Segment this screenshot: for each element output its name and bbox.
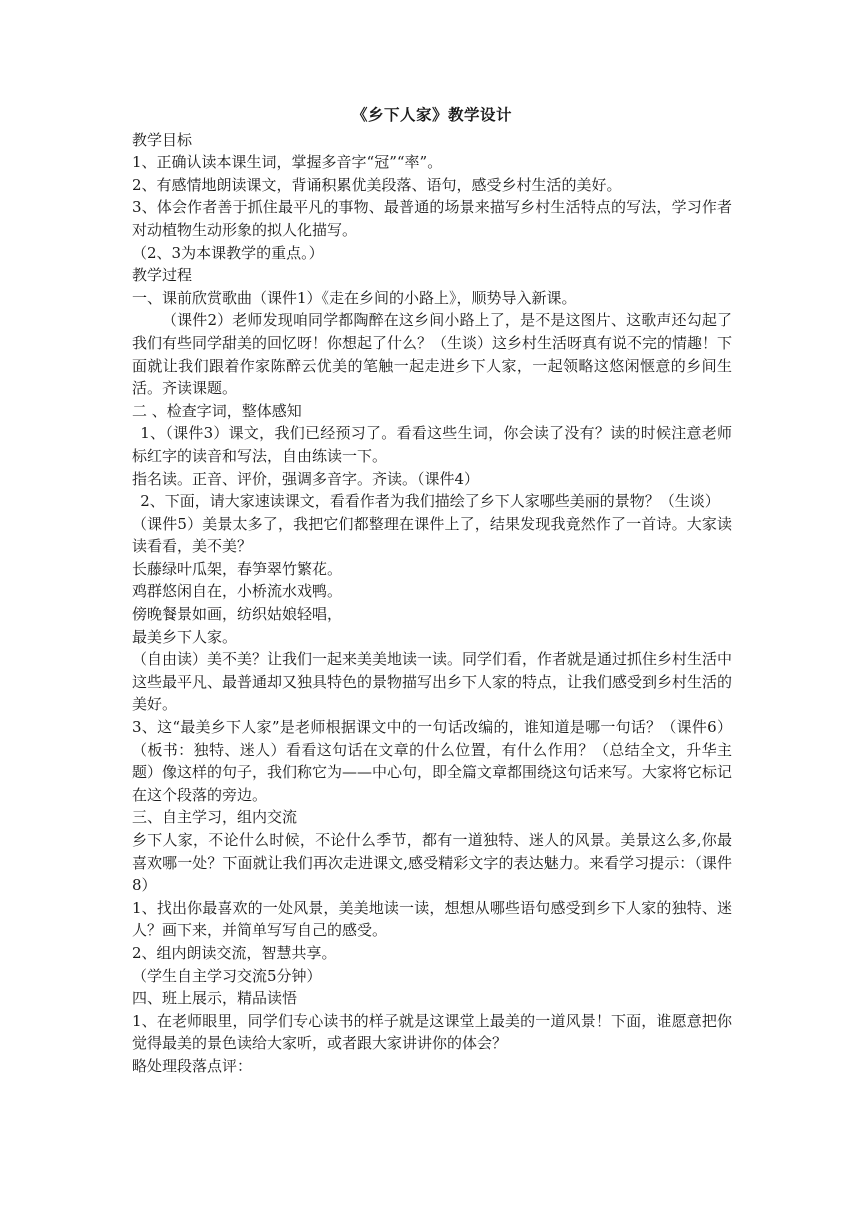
step-4-heading: 四、班上展示，精品读悟: [132, 989, 298, 1008]
step-1-heading: 一、课前欣赏歌曲（课件1）《走在乡间的小路上》，顺势导入新课。: [132, 288, 577, 307]
poem-line-2: 鸡群悠闲自在，小桥流水戏鸭。: [132, 582, 343, 601]
goal-item-1: 1、正确认读本课生词，掌握多音字“冠”“率”。: [132, 153, 443, 172]
step-3-note: （学生自主学习交流5分钟）: [132, 966, 322, 985]
step-3-heading: 三、自主学习，组内交流: [132, 808, 298, 827]
step-1-paragraph: （课件2）老师发现咱同学都陶醉在这乡间小路上了，是不是这图片、这歌声还勾起了我们有些同学甜美的回忆呀！你想起了什么？（生谈）这乡村生活呀真有说不完的情趣！下面就让我们跟着作家陈醉云优美的笔触一起走进乡下人家，一起领略这悠闲惬意的乡间生活。齐读课题。: [132, 311, 733, 398]
poem-line-4: 最美乡下人家。: [132, 627, 238, 646]
step-2-paragraph-4: （课件5）美景太多了，我把它们都整理在课件上了，结果发现我竟然作了一首诗。大家读读看看，美不美？: [132, 514, 732, 556]
step-3-paragraph-1: 乡下人家，不论什么时候，不论什么季节，都有一道独特、迷人的风景。美景这么多,你最喜欢哪一处？下面就让我们再次走进课文,感受精彩文字的表达魅力。来看学习提示：（课件8）: [132, 831, 732, 895]
step-4-paragraph-2: 略处理段落点评：: [132, 1056, 253, 1075]
section-heading-goals: 教学目标: [132, 130, 193, 149]
step-4-paragraph-1: 1、在老师眼里，同学们专心读书的样子就是这课堂上最美的一道风景！下面，谁愿意把你觉得最美的景色读给大家听，或者跟大家讲讲你的体会？: [132, 1011, 732, 1053]
document-title: 《乡下人家》教学设计: [351, 105, 512, 124]
step-2-paragraph-5: （自由读）美不美？让我们一起来美美地读一读。同学们看，作者就是通过抓住乡村生活中这些最平凡、最普通却又独具特色的景物描写出乡下人家的特点，让我们感受到乡村生活的美好。: [132, 650, 733, 714]
step-3-task-1: 1、找出你最喜欢的一处风景，美美地读一读，想想从哪些语句感受到乡下人家的独特、迷人？画下来，并简单写写自己的感受。: [132, 898, 732, 940]
step-3-task-2: 2、组内朗读交流，智慧共享。: [132, 943, 337, 962]
step-2-paragraph-1: 1、（课件3）课文，我们已经预习了。看看这些生词，你会读了没有？读的时候注意老师标红字的读音和写法，自由练读一下。: [132, 424, 732, 465]
goal-item-2: 2、有感情地朗读课文，背诵积累优美段落、语句，感受乡村生活的美好。: [132, 175, 622, 194]
section-heading-process: 教学过程: [132, 266, 193, 285]
poem-line-1: 长藤绿叶瓜架，春笋翠竹繁花。: [132, 559, 343, 578]
step-2-paragraph-3: 2、下面，请大家速读课文，看看作者为我们描绘了乡下人家哪些美丽的景物？（生谈）: [140, 492, 720, 511]
poem-line-3: 傍晚餐景如画，纺织姑娘轻唱，: [132, 605, 343, 624]
step-2-heading: 二 、检查字词，整体感知: [132, 401, 302, 420]
document-page: [132, 104, 732, 1078]
step-2-paragraph-6: 3、这“最美乡下人家”是老师根据课文中的一句话改编的，谁知道是哪一句话？（课件6）（板书：独特、迷人）看看这句话在文章的什么位置，有什么作用？（总结全文，升华主题）像这样的句子，我们称它为——中心句，即全篇文章都围绕这句话来写。大家将它标记在这个段落的旁边。: [132, 718, 733, 804]
goal-item-3: 3、体会作者善于抓住最平凡的事物、最普通的场景来描写乡村生活特点的写法，学习作者对动植物生动形象的拟人化描写。: [132, 198, 732, 239]
step-2-paragraph-2: 指名读。正音、评价，强调多音字。齐读。（课件4）: [132, 469, 480, 488]
goal-note: （2、3为本课教学的重点。）: [132, 243, 324, 262]
